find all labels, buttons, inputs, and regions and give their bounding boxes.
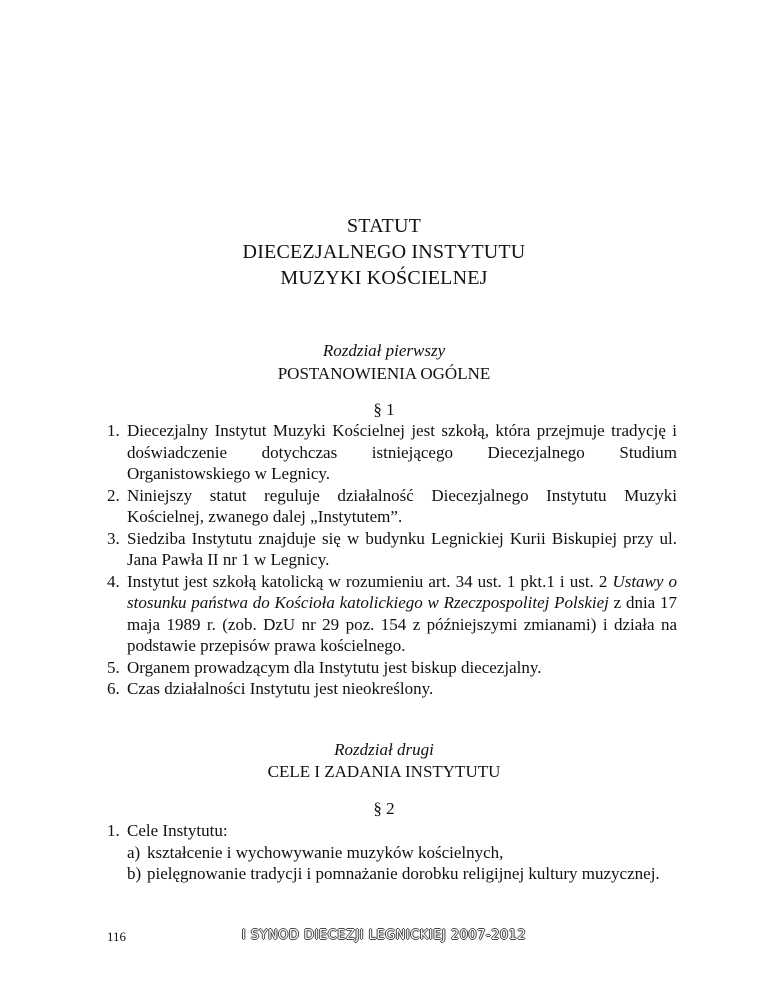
item-number: 2. (107, 485, 120, 505)
list-item (107, 485, 677, 528)
sub-item-letter: b) (127, 864, 142, 883)
item-text: Diecezjalny Instytut Muzyki Kościelnej jest szkołą, która przejmuje tradycję i doświadczenie dotychczas istniejącego Diecezjalnego Studium Organistowskiego w Legnicy. (127, 421, 677, 483)
item-text: Siedziba Instytutu znajduje się w budynku Legnickiej Kurii Biskupiej przy ul. Jana Pawła II nr 1 w Legnicy. (127, 528, 677, 569)
item-number: 6. (107, 679, 120, 698)
sub-list (127, 842, 677, 885)
list-item (107, 820, 677, 885)
chapter-1-list (107, 420, 677, 700)
item-text: Niniejszy statut reguluje działalność Diecezjalnego Instytutu Muzyki Kościelnej, zwanego dalej „Instytutem”. (127, 485, 677, 526)
item-number: 1. (107, 821, 120, 840)
item-number: 3. (107, 528, 120, 548)
chapter-2-title: CELE I ZADANIA INSTYTUTU (267, 762, 501, 781)
item-text-italic: Ustawy o stosunku państwa do Kościoła katolickiego w Rzeczpospolitej Polskiej (127, 571, 678, 612)
item-number: 5. (107, 657, 120, 677)
title-line-2: DIECEZJALNEGO INSTYTUTU (242, 241, 526, 263)
item-text: Czas działalności Instytutu jest nieokreślony. (127, 679, 434, 698)
item-text: z dnia 17 maja 1989 r. (zob. DzU nr 29 poz. 154 z późniejszymi zmianami) i działa na podstawie przepisów prawa kościelnego. (127, 593, 677, 655)
list-item (107, 678, 677, 700)
chapter-1-title: POSTANOWIENIA OGÓLNE (277, 364, 491, 383)
item-number: 1. (107, 421, 120, 440)
section-1-mark: § 1 (373, 400, 395, 419)
title-line-3: MUZYKI KOŚCIELNEJ (280, 267, 488, 289)
sub-item-text: kształcenie i wychowywanie muzyków kościelnych, (147, 842, 504, 862)
sub-list-item (127, 863, 677, 885)
document-title (0, 213, 768, 291)
list-item (107, 420, 677, 485)
chapter-2-list (107, 820, 677, 885)
chapter-1-label: Rozdział pierwszy (322, 341, 446, 360)
sub-item-letter: a) (127, 842, 141, 862)
list-item (107, 528, 677, 571)
item-number: 4. (107, 571, 120, 591)
item-text: Organem prowadzącym dla Instytutu jest biskup diecezjalny. (127, 657, 542, 677)
running-title: I SYNOD DIECEZJI LEGNICKIEJ 2007-2012 (241, 928, 527, 943)
title-line-1: STATUT (346, 215, 422, 237)
list-item (107, 657, 677, 679)
chapter-2-label: Rozdział drugi (334, 740, 434, 759)
list-item (107, 571, 677, 657)
item-text: Instytut jest szkołą katolicką w rozumieniu art. 34 ust. 1 pkt.1 i ust. 2 (127, 571, 613, 591)
page-number: 116 (107, 929, 127, 944)
item-text: Cele Instytutu: (127, 821, 228, 840)
sub-list-item (127, 842, 677, 864)
section-2-mark: § 2 (373, 799, 395, 818)
sub-item-text: pielęgnowanie tradycji i pomnażanie dorobku religijnej kultury muzycznej. (147, 864, 660, 883)
